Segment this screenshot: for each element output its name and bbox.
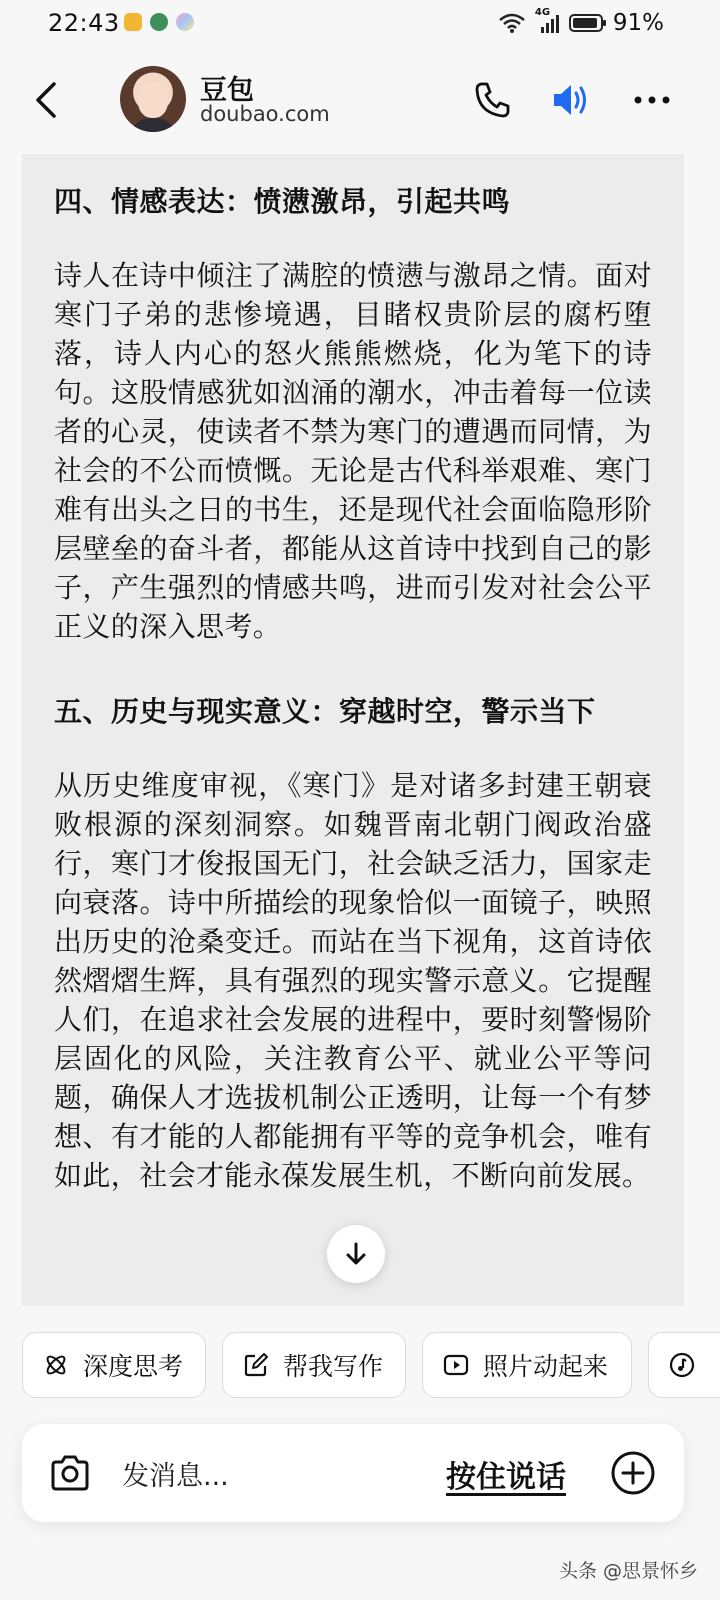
plus-icon[interactable] bbox=[610, 1450, 656, 1496]
message-input[interactable]: 发消息... bbox=[122, 1461, 229, 1492]
battery-icon bbox=[569, 14, 603, 32]
music-icon bbox=[669, 1352, 695, 1378]
chip-label: 深度思考 bbox=[83, 1352, 184, 1381]
suggestion-chips bbox=[22, 1332, 720, 1400]
more-icon[interactable] bbox=[632, 80, 672, 120]
back-icon[interactable] bbox=[30, 78, 66, 122]
edit-icon bbox=[243, 1352, 269, 1378]
chip-label: 照片动起来 bbox=[483, 1352, 609, 1381]
hold-to-talk-button[interactable]: 按住说话 bbox=[446, 1460, 566, 1495]
scroll-to-bottom-button[interactable] bbox=[327, 1225, 385, 1283]
contact-domain: doubao.com bbox=[200, 102, 330, 126]
chip-deep-thinking[interactable] bbox=[22, 1332, 206, 1398]
status-bar bbox=[0, 0, 720, 46]
chip-label: 帮我写作 bbox=[283, 1352, 384, 1381]
camera-icon[interactable] bbox=[48, 1452, 92, 1496]
avatar[interactable] bbox=[120, 66, 186, 132]
battery-percent: 91% bbox=[612, 10, 664, 36]
chip-help-write[interactable] bbox=[222, 1332, 406, 1398]
speaker-icon[interactable] bbox=[550, 80, 590, 120]
section-paragraph: 诗人在诗中倾注了满腔的愤懑与激昂之情。面对寒门子弟的悲惨境遇，目睹权贵阶层的腐朽堕落，诗人内心的怒火熊熊燃烧，化为笔下的诗句。这股情感犹如汹涌的潮水，冲击着每一位读者的心灵，使读者不禁为寒门的遭遇而同情，为社会的不公而愤慨。无论是古代科举艰难、寒门难有出头之日的书生，还是现代社会面临隐形阶层壁垒的奋斗者，都能从这首诗中找到自己的影子，产生强烈的情感共鸣，进而引发对社会公平正义的深入思考。 bbox=[54, 259, 652, 643]
atom-icon bbox=[43, 1352, 69, 1378]
status-time: 22:43 bbox=[48, 9, 120, 37]
app-notification-icon bbox=[176, 13, 194, 31]
watermark: 头条 @思景怀乡 bbox=[558, 1560, 698, 1582]
app-notification-icon bbox=[150, 13, 168, 31]
chat-header bbox=[0, 52, 720, 148]
phone-icon[interactable] bbox=[472, 80, 512, 120]
chip-animate-photo[interactable] bbox=[422, 1332, 632, 1398]
section-paragraph: 从历史维度审视，《寒门》是对诸多封建王朝衰败根源的深刻洞察。如魏晋南北朝门阀政治盛行，寒门才俊报国无门，社会缺乏活力，国家走向衰落。诗中所描绘的现象恰似一面镜子，映照出历史的沧桑变迁。而站在当下视角，这首诗依然熠熠生辉，具有强烈的现实警示意义。它提醒人们，在追求社会发展的进程中，要时刻警惕阶层固化的风险，关注教育公平、就业公平等问题，确保人才选拔机制公正透明，让每一个有梦想、有才能的人都能拥有平等的竞争机会，唯有如此，社会才能永葆发展生机，不断向前发展。 bbox=[54, 769, 652, 1192]
network-type: 4G bbox=[534, 7, 551, 18]
message-bubble bbox=[22, 154, 684, 1306]
app-notification-icon bbox=[124, 13, 142, 31]
play-icon bbox=[443, 1352, 469, 1378]
section-heading: 五、历史与现实意义：穿越时空，警示当下 bbox=[54, 695, 596, 728]
wifi-icon bbox=[499, 13, 525, 33]
contact-name: 豆包 bbox=[200, 75, 254, 106]
message-input-bar bbox=[22, 1424, 684, 1522]
signal-icon bbox=[534, 7, 559, 33]
notification-icons bbox=[124, 13, 194, 31]
arrow-down-icon bbox=[342, 1240, 370, 1268]
section-heading: 四、情感表达：愤懑激昂，引起共鸣 bbox=[54, 185, 511, 218]
chip-music[interactable] bbox=[648, 1332, 720, 1398]
